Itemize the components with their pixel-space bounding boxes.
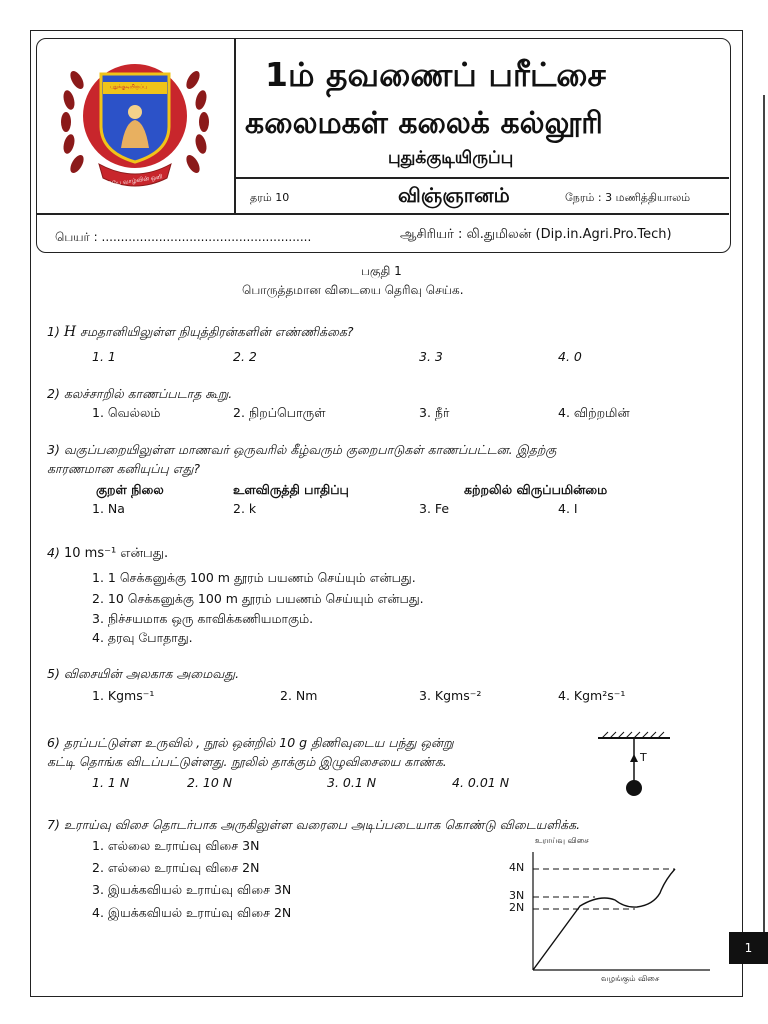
subject-title: விஞ்ஞானம் — [398, 183, 510, 207]
grade-label: தரம் 10 — [250, 191, 290, 204]
school-name: கலைமகள் கலைக் கல்லூரி — [245, 106, 603, 141]
question-3-line2: காரணமான கனியுப்பு எது? — [47, 461, 201, 476]
header-divider-vertical — [234, 38, 236, 213]
question-2 — [47, 386, 232, 403]
element-symbol: H — [63, 324, 77, 340]
page-number: 1 — [729, 932, 768, 964]
question-text: 10 ms⁻¹ என்பது. — [63, 546, 169, 561]
question-text: கலச்சாறில் காணப்படாத கூறு. — [63, 386, 233, 401]
q5-option-3[interactable]: 3. Kgms⁻² — [419, 688, 482, 703]
exam-title: 1ம் தவணைப் பரீட்சை — [265, 55, 606, 94]
header-divider-subject — [234, 177, 729, 179]
question-text: தரப்பட்டுள்ள உருவில் , நூல் ஒன்றில் 10 g திணிவுடைய பந்து ஒன்று — [63, 735, 454, 750]
school-place: புதுக்குடியிருப்பு — [388, 148, 514, 168]
time-label: நேரம் : 3 மணித்தியாலம் — [565, 191, 691, 204]
question-text: சமதானியிலுள்ள நியுத்திரன்களின் எண்ணிக்கை? — [80, 324, 354, 339]
question-3 — [47, 442, 556, 459]
question-number: 1) — [47, 324, 60, 339]
q2-option-4[interactable]: 4. விற்றமின் — [558, 405, 630, 420]
q3-condition-2: உளவிருத்தி பாதிப்பு — [233, 482, 349, 497]
friction-graph — [525, 848, 715, 973]
graph-y-label: உராய்வு விசை — [535, 836, 589, 845]
q3-option-1[interactable]: 1. Na — [92, 501, 125, 516]
question-text: உராய்வு விசை தொடர்பாக அருகிலுள்ள வரைபை அடிப்படையாக கொண்டு விடையளிக்க. — [63, 817, 581, 832]
q5-option-1[interactable]: 1. Kgms⁻¹ — [92, 688, 155, 703]
side-rule — [763, 95, 765, 935]
question-7 — [47, 817, 580, 834]
q6-option-4[interactable]: 4. 0.01 N — [452, 775, 510, 790]
q1-option-1[interactable]: 1. 1 — [92, 349, 116, 364]
logo-motto: கல்வியே வாழ்வின் ஒளி — [95, 173, 163, 190]
question-1 — [47, 324, 354, 341]
q1-option-3[interactable]: 3. 3 — [419, 349, 443, 364]
q7-option-2[interactable]: 2. எல்லை உராய்வு விசை 2N — [92, 860, 260, 875]
q4-option-1[interactable]: 1. 1 செக்கனுக்கு 100 m தூரம் பயணம் செய்யும் என்பது. — [92, 570, 416, 585]
header-divider-name — [36, 213, 729, 215]
question-number: 7) — [47, 817, 60, 832]
q4-option-3[interactable]: 3. நிச்சயமாக ஒரு காவிக்கணியமாகும். — [92, 611, 314, 626]
question-number: 2) — [47, 386, 60, 401]
question-4 — [47, 545, 168, 562]
tension-label: T — [640, 751, 647, 764]
logo-banner-text: புதுக்குடியிருப்பு — [110, 84, 147, 90]
q3-condition-1: குறள் நிலை — [96, 482, 164, 497]
question-text: வகுப்பறையிலுள்ள மாணவர் ஒருவரில் கீழ்வரும் குறைபாடுகள் காணப்பட்டன. இதற்கு — [63, 442, 557, 457]
q6-option-3[interactable]: 3. 0.1 N — [327, 775, 377, 790]
q7-option-4[interactable]: 4. இயக்கவியல் உராய்வு விசை 2N — [92, 905, 292, 920]
q2-option-3[interactable]: 3. நீர் — [419, 405, 450, 420]
question-6-line2: கட்டி தொங்க விடப்பட்டுள்ளது. நூலில் தாக்கும் இழுவிசையை காண்க. — [47, 754, 447, 769]
q1-option-4[interactable]: 4. 0 — [558, 349, 582, 364]
q4-option-4[interactable]: 4. தரவு போதாது. — [92, 630, 193, 645]
q6-option-1[interactable]: 1. 1 N — [92, 775, 130, 790]
q1-option-2[interactable]: 2. 2 — [233, 349, 257, 364]
pendulum-figure — [594, 730, 684, 800]
name-field[interactable]: பெயர் : ....................................................... — [55, 230, 312, 244]
q4-option-2[interactable]: 2. 10 செக்கனுக்கு 100 m தூரம் பயணம் செய்யும் என்பது. — [92, 591, 424, 606]
graph-tick-3n: 3N — [509, 889, 525, 902]
q5-option-4[interactable]: 4. Kgm²s⁻¹ — [558, 688, 626, 703]
q2-option-1[interactable]: 1. வெல்லம் — [92, 405, 161, 420]
friction-curve — [533, 869, 675, 970]
q3-condition-3: கற்றலில் விருப்பமின்மை — [464, 482, 608, 497]
q5-option-2[interactable]: 2. Nm — [280, 688, 318, 703]
logo-top-text: கலைமகள் கலைக் கல்லூரி — [92, 56, 164, 63]
question-text: விசையின் அலகாக அமைவது. — [63, 666, 240, 681]
question-number: 6) — [47, 735, 60, 750]
section-title: பகுதி 1 — [361, 264, 402, 278]
question-6 — [47, 735, 454, 752]
q3-option-2[interactable]: 2. k — [233, 501, 257, 516]
question-number: 5) — [47, 666, 60, 681]
teacher-label: ஆசிரியர் : லி.துமிலன் (Dip.in.Agri.Pro.Tech) — [400, 227, 672, 242]
q6-option-2[interactable]: 2. 10 N — [187, 775, 233, 790]
q3-option-3[interactable]: 3. Fe — [419, 501, 450, 516]
question-5 — [47, 666, 239, 683]
q7-option-1[interactable]: 1. எல்லை உராய்வு விசை 3N — [92, 838, 260, 853]
q7-option-3[interactable]: 3. இயக்கவியல் உராய்வு விசை 3N — [92, 882, 292, 897]
section-instruction: பொருத்தமான விடையை தெரிவு செய்க. — [242, 283, 464, 297]
graph-tick-4n: 4N — [509, 861, 525, 874]
q2-option-2[interactable]: 2. நிறப்பொருள் — [233, 405, 326, 420]
graph-tick-2n: 2N — [509, 901, 525, 914]
graph-x-label: வழங்கும் விசை — [601, 974, 660, 983]
question-number: 3) — [47, 442, 60, 457]
q3-option-4[interactable]: 4. I — [558, 501, 578, 516]
question-number: 4) — [47, 545, 60, 560]
